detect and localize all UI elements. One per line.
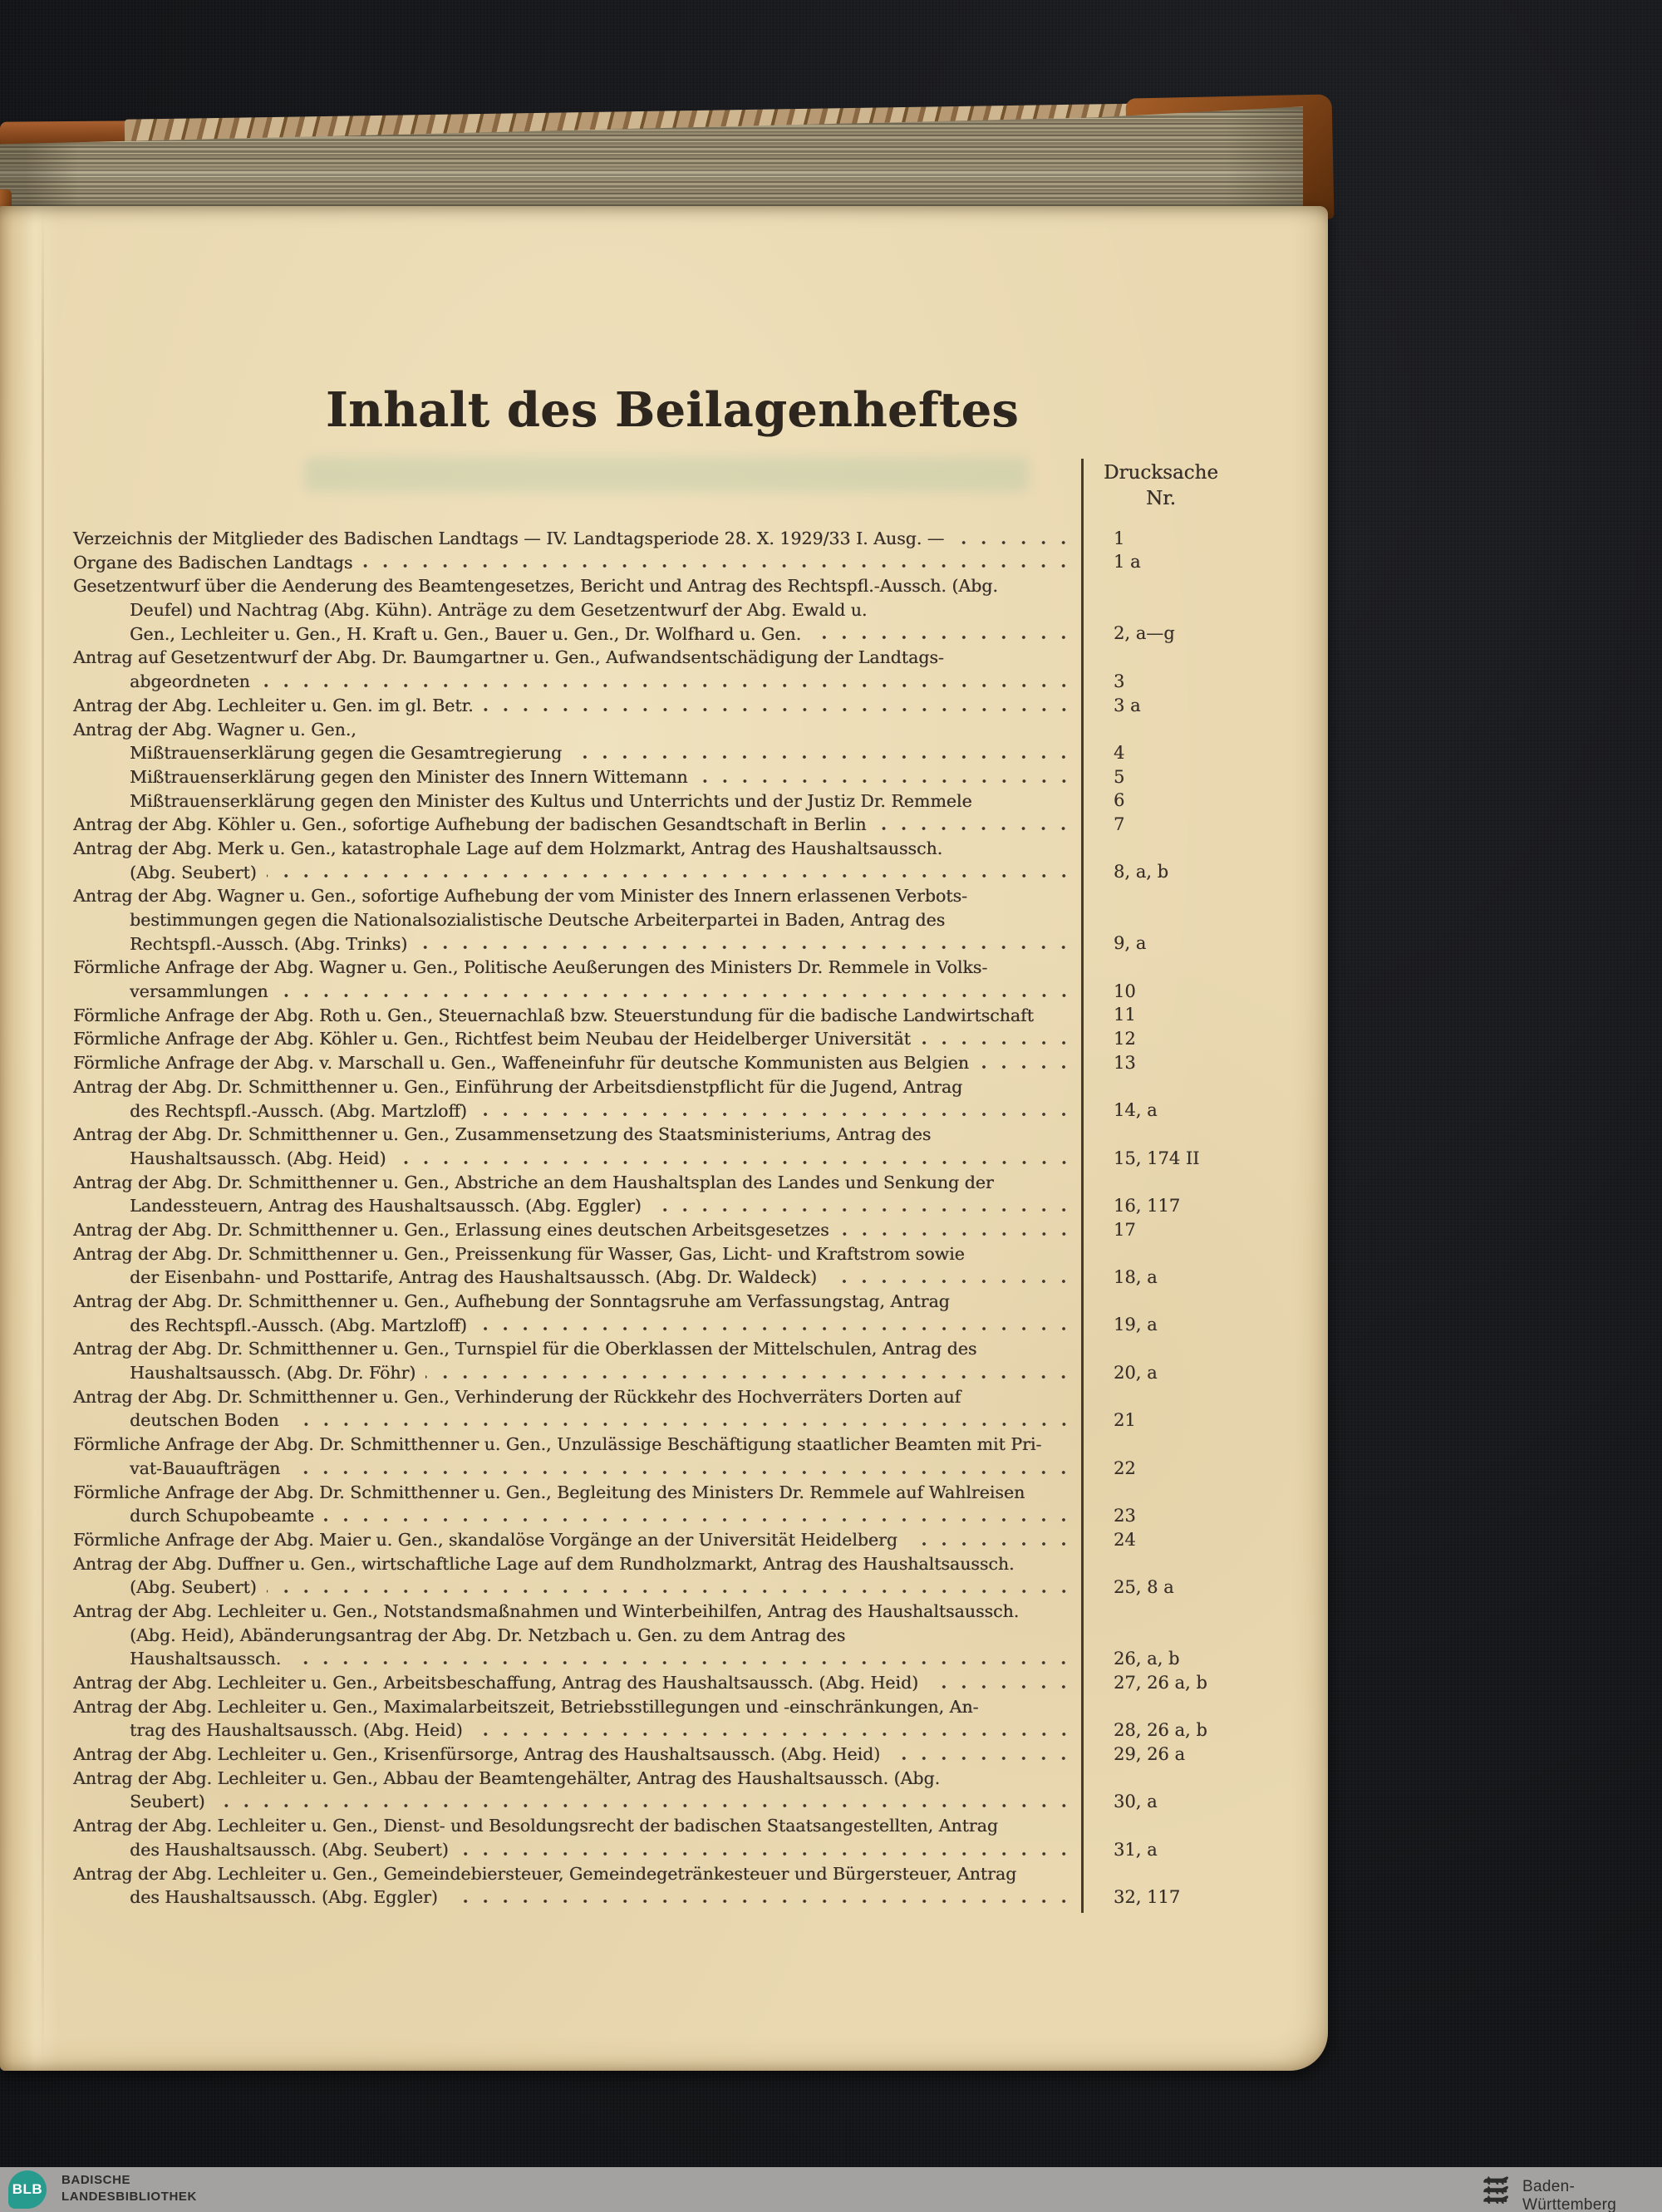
toc-entry-line xyxy=(73,956,1303,980)
dot-leader xyxy=(477,1325,1074,1333)
drucksache-number: 31, a xyxy=(1114,1839,1158,1860)
entry-text: (Abg. Heid), Abänderungsantrag der Abg. Dr. Netzbach u. Gen. zu dem Antrag des xyxy=(130,1625,846,1645)
dot-leader xyxy=(839,1230,1074,1238)
drucksache-number: 13 xyxy=(1114,1052,1136,1073)
entry-text: Antrag der Abg. Lechleiter u. Gen., Arbeitsbeschaffung, Antrag des Haushaltsaussch. (Abg. Heid) xyxy=(73,1673,919,1693)
dot-leader xyxy=(362,562,1074,570)
entry-text: Antrag der Abg. Duffner u. Gen., wirtschaftliche Lage auf dem Rundholzmarkt, Antrag des Haushaltsaussch. xyxy=(73,1553,1015,1574)
drucksache-number: 6 xyxy=(1114,790,1125,811)
drucksache-number: 14, a xyxy=(1114,1100,1158,1121)
dot-leader xyxy=(477,1110,1074,1118)
dot-leader xyxy=(473,1730,1074,1738)
drucksache-number: 23 xyxy=(1114,1505,1136,1526)
toc-entry-line xyxy=(73,1266,1303,1290)
dot-leader xyxy=(979,1063,1074,1071)
toc-entry-line xyxy=(73,1337,1303,1361)
entry-text: Förmliche Anfrage der Abg. Dr. Schmitthenner u. Gen., Begleitung des Ministers Dr. Remmele auf Wahlreisen xyxy=(73,1482,1025,1502)
drucksache-number: 32, 117 xyxy=(1114,1886,1181,1907)
entry-text: durch Schupobeamte xyxy=(130,1506,315,1526)
toc-entry-line xyxy=(73,1385,1303,1409)
entry-text: Förmliche Anfrage der Abg. Wagner u. Gen., Politische Aeußerungen des Ministers Dr. Remmele in Volks- xyxy=(73,957,988,978)
toc-entry-line xyxy=(73,980,1303,1004)
entry-text: Antrag der Abg. Merk u. Gen., katastrophale Lage auf dem Holzmarkt, Antrag des Haushaltsaussch. xyxy=(73,838,943,858)
toc-entry-line xyxy=(73,1718,1303,1743)
toc-entry-line xyxy=(73,1838,1303,1862)
toc-entry-line xyxy=(73,1814,1303,1838)
toc-entry-line xyxy=(73,1885,1303,1910)
dot-leader xyxy=(290,1468,1074,1477)
page-gutter-crease xyxy=(42,209,44,2067)
entry-text: bestimmungen gegen die Nationalsozialistische Deutsche Arbeiterpartei in Baden, Antrag des xyxy=(130,910,946,930)
toc-entry-line xyxy=(73,1481,1303,1505)
dot-leader xyxy=(417,943,1074,951)
drucksache-number: 15, 174 II xyxy=(1114,1148,1200,1168)
drucksache-number: 5 xyxy=(1114,766,1125,787)
library-name xyxy=(61,2172,197,2205)
dot-leader xyxy=(907,1540,1074,1548)
drucksache-number: 1 xyxy=(1114,528,1125,548)
dot-leader xyxy=(484,705,1074,714)
toc-entry-line xyxy=(73,1695,1303,1719)
drucksache-number: 20, a xyxy=(1114,1362,1158,1383)
toc-entry-line xyxy=(73,1171,1303,1195)
toc-entry-line xyxy=(73,1408,1303,1433)
drucksache-number: 22 xyxy=(1114,1457,1136,1478)
entry-text: Deufel) und Nachtrag (Abg. Kühn). Anträge zu dem Gesetzentwurf der Abg. Ewald u. xyxy=(130,600,868,621)
toc-entry-line xyxy=(73,813,1303,837)
entry-text: Haushaltsaussch. (Abg. Heid) xyxy=(130,1148,386,1168)
dot-leader xyxy=(215,1802,1074,1810)
toc-entry-line xyxy=(73,741,1303,765)
toc-entry-line xyxy=(73,932,1303,956)
toc-entry-line xyxy=(73,1218,1303,1242)
dot-leader xyxy=(921,1039,1074,1047)
entry-text: Mißtrauenserklärung gegen den Minister des Kultus und Unterrichts und der Justiz Dr. Remmele xyxy=(130,790,972,811)
drucksache-number: 11 xyxy=(1114,1005,1136,1025)
entry-text: Organe des Badischen Landtags xyxy=(73,552,353,573)
number-column-header-line2: Nr. xyxy=(1146,488,1176,509)
toc-entry-line xyxy=(73,1647,1303,1671)
drucksache-number: 26, a, b xyxy=(1114,1649,1180,1669)
number-column-header-line1: Drucksache xyxy=(1104,462,1218,484)
dot-leader xyxy=(652,1206,1074,1214)
baden-wuerttemberg-coat-of-arms-icon xyxy=(1483,2170,1512,2210)
entry-text: Förmliche Anfrage der Abg. Roth u. Gen., Steuernachlaß bzw. Steuerstundung für die badische Landwirtschaft xyxy=(73,1005,1034,1025)
entry-text: Antrag der Abg. Dr. Schmitthenner u. Gen., Zusammensetzung des Staatsministeriums, Antrag des xyxy=(73,1124,932,1145)
dot-leader xyxy=(278,991,1074,1000)
entry-text: Rechtspfl.-Aussch. (Abg. Trinks) xyxy=(130,933,408,954)
dot-leader xyxy=(811,633,1074,641)
entry-text: vat-Bauaufträgen xyxy=(130,1457,281,1478)
entry-text: Gesetzentwurf über die Aenderung des Beamtengesetzes, Bericht und Antrag des Rechtspfl.-Aussch. (Abg. xyxy=(73,576,998,597)
library-name-line1: BADISCHE xyxy=(61,2173,131,2187)
toc-entry-line xyxy=(73,1528,1303,1552)
drucksache-number: 3 xyxy=(1114,671,1125,691)
entry-text: Landessteuern, Antrag des Haushaltsaussch. (Abg. Eggler) xyxy=(130,1196,642,1217)
entry-text: Verzeichnis der Mitglieder des Badischen Landtags — IV. Landtagsperiode 28. X. 1929/33 I. Ausg. — xyxy=(73,528,945,548)
toc-entry-line xyxy=(73,1361,1303,1385)
entry-text: der Eisenbahn- und Posttarife, Antrag des Haushaltsaussch. (Abg. Dr. Waldeck) xyxy=(130,1267,818,1288)
toc-entry-line xyxy=(73,789,1303,814)
drucksache-number: 29, 26 a xyxy=(1114,1743,1185,1764)
entry-text: Förmliche Anfrage der Abg. Dr. Schmitthenner u. Gen., Unzulässige Beschäftigung staatlicher Beamten mit Pri- xyxy=(73,1434,1042,1455)
entry-text: Antrag der Abg. Dr. Schmitthenner u. Gen., Verhinderung der Rückkehr des Hochverräters Dorten auf xyxy=(73,1386,961,1407)
drucksache-number: 28, 26 a, b xyxy=(1114,1720,1207,1741)
entry-text: Antrag der Abg. Lechleiter u. Gen., Dienst- und Besoldungsrecht der badischen Staatsangestellten, Antrag xyxy=(73,1816,998,1836)
toc-entry-line xyxy=(73,598,1303,622)
dot-leader xyxy=(448,1897,1074,1905)
entry-text: Förmliche Anfrage der Abg. v. Marschall u. Gen., Waffeneinfuhr für deutsche Kommunisten aus Belgien xyxy=(73,1053,969,1074)
toc-entry-line xyxy=(73,1242,1303,1266)
entry-text: Förmliche Anfrage der Abg. Maier u. Gen., skandalöse Vorgänge an der Universität Heidelberg xyxy=(73,1529,897,1550)
entry-text: Antrag der Abg. Lechleiter u. Gen., Krisenfürsorge, Antrag des Haushaltsaussch. (Abg. Heid) xyxy=(73,1744,881,1765)
toc-entry-line xyxy=(73,1075,1303,1099)
entry-text: Antrag auf Gesetzentwurf der Abg. Dr. Baumgartner u. Gen., Aufwandsentschädigung der Landtags- xyxy=(73,647,944,668)
toc-entry-line xyxy=(73,1743,1303,1767)
dot-leader xyxy=(324,1516,1074,1524)
drucksache-number: 27, 26 a, b xyxy=(1114,1672,1207,1693)
entry-text: (Abg. Seubert) xyxy=(130,1577,257,1598)
toc-entry-line xyxy=(73,1004,1303,1028)
dot-leader xyxy=(876,824,1074,833)
entry-text: des Rechtspfl.-Aussch. (Abg. Martzloff) xyxy=(130,1100,467,1121)
entry-text: Mißtrauenserklärung gegen den Minister des Innern Wittemann xyxy=(130,766,688,787)
entry-text: Antrag der Abg. Dr. Schmitthenner u. Gen., Erlassung eines deutschen Arbeitsgesetzes xyxy=(73,1219,829,1240)
drucksache-number: 9, a xyxy=(1114,933,1147,954)
toc-entry-line xyxy=(73,1624,1303,1648)
drucksache-number: 3 a xyxy=(1114,695,1141,715)
drucksache-number: 16, 117 xyxy=(1114,1195,1181,1216)
dot-leader xyxy=(890,1754,1074,1762)
drucksache-number: 21 xyxy=(1114,1410,1136,1431)
entry-text: Antrag der Abg. Lechleiter u. Gen., Abbau der Beamtengehälter, Antrag des Haushaltsaussch. (Abg. xyxy=(73,1767,941,1788)
toc-entry-line xyxy=(73,1767,1303,1791)
dot-leader xyxy=(827,1277,1074,1285)
blb-logo-icon: BLB xyxy=(8,2170,47,2209)
entry-text: Antrag der Abg. Wagner u. Gen., sofortige Aufhebung der vom Minister des Innern erlassenen Verbots- xyxy=(73,886,967,907)
entry-text: Haushaltsaussch. xyxy=(130,1649,282,1669)
toc-entry-line xyxy=(73,1051,1303,1075)
toc-entries xyxy=(73,527,1303,1910)
toc-entry-line xyxy=(73,1290,1303,1314)
toc-entry-line xyxy=(73,1457,1303,1481)
toc-entry-line xyxy=(73,1790,1303,1814)
toc-entry-line xyxy=(73,646,1303,670)
entry-text: Antrag der Abg. Wagner u. Gen., xyxy=(73,719,356,740)
toc-entry-line xyxy=(73,884,1303,908)
toc-entry-line xyxy=(73,718,1303,742)
drucksache-number: 10 xyxy=(1114,981,1136,1001)
drucksache-number: 30, a xyxy=(1114,1792,1158,1812)
entry-text: des Haushaltsaussch. (Abg. Seubert) xyxy=(130,1839,449,1860)
toc-entry-line xyxy=(73,622,1303,646)
drucksache-number: 25, 8 a xyxy=(1114,1576,1174,1597)
toc-entry-line xyxy=(73,837,1303,861)
toc-entry-line xyxy=(73,1552,1303,1576)
drucksache-number: 18, a xyxy=(1114,1267,1158,1287)
entry-text: Antrag der Abg. Köhler u. Gen., sofortige Aufhebung der badischen Gesandtschaft in Berlin xyxy=(73,814,867,835)
toc-entry-line xyxy=(73,1600,1303,1624)
page-title: Inhalt des Beilagenheftes xyxy=(326,382,1020,438)
dot-leader xyxy=(396,1158,1074,1167)
entry-text: Antrag der Abg. Dr. Schmitthenner u. Gen., Abstriche an dem Haushaltsplan des Landes und Senkung der xyxy=(73,1172,994,1192)
drucksache-number: 24 xyxy=(1114,1529,1136,1550)
entry-text: Antrag der Abg. Lechleiter u. Gen., Notstandsmaßnahmen und Winterbeihilfen, Antrag des Haushaltsaussch. xyxy=(73,1600,1020,1621)
drucksache-number: 2, a—g xyxy=(1114,623,1175,644)
toc-entry-line xyxy=(73,1147,1303,1171)
entry-text: Antrag der Abg. Dr. Schmitthenner u. Gen., Einführung der Arbeitsdienstpflicht für die Jugend, Antrag xyxy=(73,1076,963,1097)
dot-leader xyxy=(425,1373,1074,1381)
toc-entry-line xyxy=(73,670,1303,694)
toc-entry-line xyxy=(73,1194,1303,1218)
library-name-line2: LANDESBIBLIOTHEK xyxy=(61,2190,197,2204)
entry-text: des Rechtspfl.-Aussch. (Abg. Martzloff) xyxy=(130,1315,467,1335)
toc-entry-line xyxy=(73,1504,1303,1528)
page-stain-smudge xyxy=(304,457,1029,492)
entry-text: Gen., Lechleiter u. Gen., H. Kraft u. Gen., Bauer u. Gen., Dr. Wolfhard u. Gen. xyxy=(130,623,802,644)
entry-text: Antrag der Abg. Lechleiter u. Gen., Gemeindebiersteuer, Gemeindegetränkesteuer und Bürgersteuer, Antrag xyxy=(73,1863,1017,1884)
entry-text: trag des Haushaltsaussch. (Abg. Heid) xyxy=(130,1720,463,1741)
entry-text: deutschen Boden xyxy=(130,1410,279,1431)
dot-leader xyxy=(698,777,1074,785)
toc-entry-line xyxy=(73,1314,1303,1338)
entry-text: Seubert) xyxy=(130,1792,205,1812)
entry-text: Haushaltsaussch. (Abg. Dr. Föhr) xyxy=(130,1363,416,1384)
entry-text: (Abg. Seubert) xyxy=(130,862,257,882)
toc-entry-line xyxy=(73,861,1303,885)
drucksache-number: 8, a, b xyxy=(1114,862,1169,882)
dot-leader xyxy=(267,1587,1074,1595)
toc-entry-line xyxy=(73,1433,1303,1457)
toc-entry-line xyxy=(73,765,1303,789)
entry-text: Antrag der Abg. Dr. Schmitthenner u. Gen., Turnspiel für die Oberklassen der Mittelschulen, Antrag des xyxy=(73,1339,977,1359)
entry-text: Mißtrauenserklärung gegen die Gesamtregierung xyxy=(130,743,563,764)
number-column-header xyxy=(1090,460,1232,512)
dot-leader xyxy=(291,1659,1074,1667)
library-footer-bar xyxy=(0,2167,1662,2212)
toc-entry-line xyxy=(73,1862,1303,1886)
entry-text: versammlungen xyxy=(130,981,268,1002)
state-name: Baden-Württemberg xyxy=(1522,2178,1617,2212)
dot-leader xyxy=(260,681,1074,690)
dot-leader xyxy=(954,538,1074,547)
entry-text: Förmliche Anfrage der Abg. Köhler u. Gen., Richtfest beim Neubau der Heidelberger Universität xyxy=(73,1029,911,1049)
entry-text: abgeordneten xyxy=(130,671,250,692)
drucksache-number: 17 xyxy=(1114,1219,1136,1240)
dot-leader xyxy=(928,1683,1074,1691)
entry-text: Antrag der Abg. Lechleiter u. Gen., Maximalarbeitszeit, Betriebsstillegungen und -einschränkungen, An- xyxy=(73,1696,979,1717)
toc-entry-line xyxy=(73,1123,1303,1147)
toc-entry-line xyxy=(73,694,1303,718)
drucksache-number: 1 a xyxy=(1114,552,1141,573)
entry-text: des Haushaltsaussch. (Abg. Eggler) xyxy=(130,1887,438,1908)
toc-entry-line xyxy=(73,574,1303,598)
dot-leader xyxy=(572,753,1074,761)
entry-text: Antrag der Abg. Lechleiter u. Gen. im gl. Betr. xyxy=(73,695,474,715)
drucksache-number: 4 xyxy=(1114,742,1125,763)
toc-entry-line xyxy=(73,1027,1303,1051)
toc-entry-line xyxy=(73,527,1303,551)
dot-leader xyxy=(267,872,1074,880)
toc-entry-line xyxy=(73,1671,1303,1695)
toc-entry-line xyxy=(73,1099,1303,1123)
entry-text: Antrag der Abg. Dr. Schmitthenner u. Gen., Aufhebung der Sonntagsruhe am Verfassungstag, Antrag xyxy=(73,1291,950,1311)
toc-entry-line xyxy=(73,908,1303,932)
drucksache-number: 19, a xyxy=(1114,1315,1158,1335)
toc-entry-line xyxy=(73,551,1303,575)
entry-text: Antrag der Abg. Dr. Schmitthenner u. Gen., Preissenkung für Wasser, Gas, Licht- und Kraftstrom sowie xyxy=(73,1243,965,1264)
drucksache-number: 12 xyxy=(1114,1029,1136,1049)
dot-leader xyxy=(289,1420,1074,1428)
drucksache-number: 7 xyxy=(1114,814,1125,834)
toc-entry-line xyxy=(73,1575,1303,1600)
dot-leader xyxy=(459,1850,1074,1858)
